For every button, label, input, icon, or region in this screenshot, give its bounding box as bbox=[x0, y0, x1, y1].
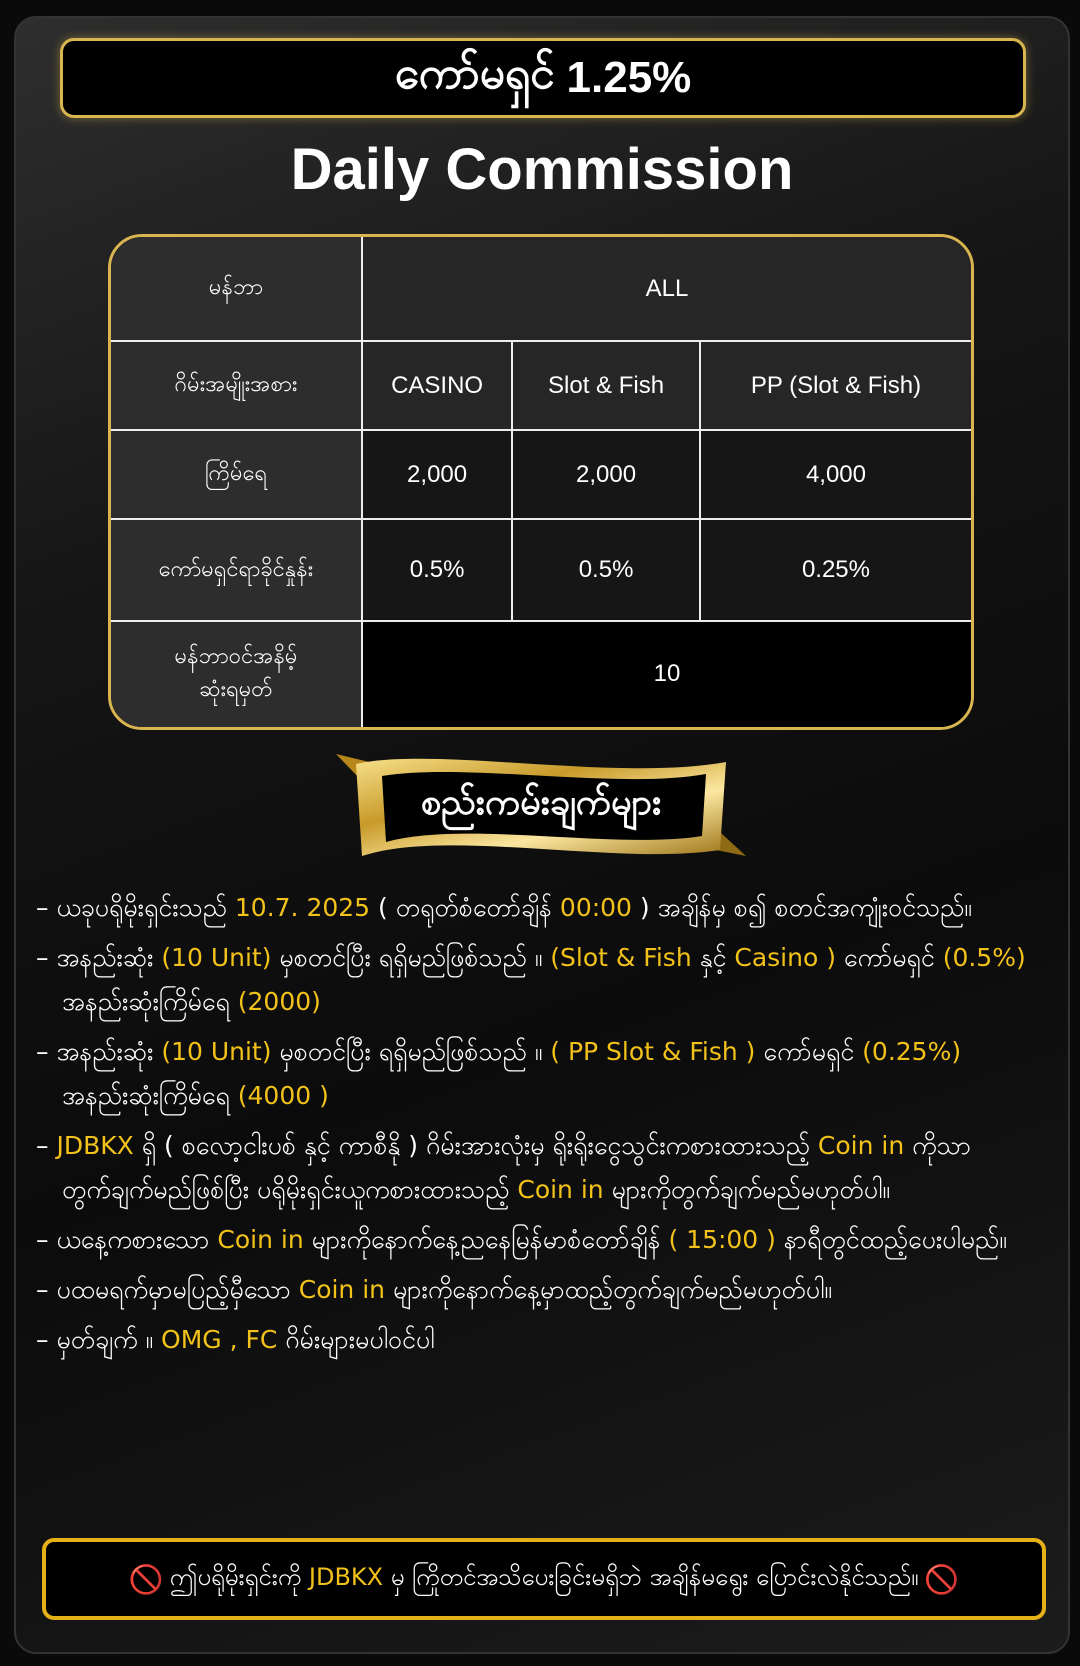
list-item: – ယခုပရိုမိုးရှင်းသည် 10.7. 2025 ( တရုတ်စံတော်ချိန် 00:00 ) အချိန်မှ စ၍ စတင်အကျုံးဝင်သည်။ bbox=[36, 893, 972, 922]
rate-label: ကော်မရှင်ရာခိုင်နှုန်း bbox=[111, 519, 362, 620]
commission-rate: 1.25% bbox=[566, 53, 692, 102]
rate-casino: 0.5% bbox=[362, 519, 512, 620]
member-label: မန်ဘာ bbox=[111, 237, 362, 341]
disclaimer-text: ဤပရိုမိုးရှင်းကို JDBKX မှ ကြိုတင်အသိပေးခြင်းမရှိဘဲ အချိန်မရွေး ပြောင်းလဲနိုင်သည်။ bbox=[169, 1563, 919, 1591]
list-item: – အနည်းဆုံး (10 Unit) မှစတင်ပြီး ရရှိမည်ဖြစ်သည် ။ ( PP Slot & Fish ) ကော်မရှင် (0.25%) အနည်းဆုံးကြိမ်ရေ (4000 ) bbox=[36, 1037, 962, 1110]
min-points-value: 10 bbox=[362, 621, 971, 727]
list-item: – JDBKX ရှိ ( စလော့ငါးပစ် နှင့် ကာစီနို ) ဂိမ်းအားလုံးမှ ရိုးရိုးငွေသွင်းကစားထားသည့် Coin in ကိုသာ တွက်ချက်မည်ဖြစ်ပြီး ပရိုမိုးရှင်းယူကစားထားသည့် Coin in များကိုတွက်ချက်မည်မဟုတ်ပါ။ bbox=[36, 1131, 972, 1204]
table-row-game-type bbox=[111, 341, 971, 430]
promo-card bbox=[14, 16, 1070, 1654]
list-item: – မှတ်ချက် ။ OMG , FC ဂိမ်းများမပါဝင်ပါ bbox=[36, 1325, 435, 1354]
prohibited-icon: 🚫 bbox=[128, 1562, 164, 1596]
turnover-label: ကြိမ်ရေ bbox=[111, 430, 362, 519]
turnover-casino: 2,000 bbox=[362, 430, 512, 519]
commission-table bbox=[108, 234, 974, 730]
rate-pp: 0.25% bbox=[700, 519, 971, 620]
game-type-casino: CASINO bbox=[362, 341, 512, 430]
list-item: – အနည်းဆုံး (10 Unit) မှစတင်ပြီး ရရှိမည်ဖြစ်သည် ။ (Slot & Fish နှင့် Casino ) ကော်မရှင် (0.5%) အနည်းဆုံးကြိမ်ရေ (2000) bbox=[36, 943, 1026, 1016]
turnover-slot-fish: 2,000 bbox=[512, 430, 700, 519]
rate-slot-fish: 0.5% bbox=[512, 519, 700, 620]
game-type-pp: PP (Slot & Fish) bbox=[700, 341, 971, 430]
ribbon-label: စည်းကမ်းချက်များ bbox=[420, 782, 662, 823]
min-points-label-line1: မန်ဘာဝင်အနိမ့် bbox=[174, 643, 298, 669]
table-row-turnover bbox=[111, 430, 971, 519]
table-row-rate bbox=[111, 519, 971, 620]
game-type-label: ဂိမ်းအမျိုးအစား bbox=[111, 341, 362, 430]
table-row-min-points bbox=[111, 621, 971, 727]
prohibited-icon: 🚫 bbox=[924, 1562, 960, 1596]
member-value: ALL bbox=[362, 237, 971, 341]
terms-ribbon bbox=[316, 746, 766, 870]
game-type-slot-fish: Slot & Fish bbox=[512, 341, 700, 430]
disclaimer-banner bbox=[42, 1538, 1046, 1620]
list-item: – ပထမရက်မှာမပြည့်မှီသော Coin in များကိုနောက်နေ့မှာထည့်တွက်ချက်မည်မဟုတ်ပါ။ bbox=[36, 1275, 832, 1304]
terms-list bbox=[28, 886, 1058, 1368]
commission-rate-banner bbox=[60, 38, 1026, 118]
turnover-pp: 4,000 bbox=[700, 430, 971, 519]
commission-label: ကော်မရှင် bbox=[394, 48, 555, 99]
page-title: Daily Commission bbox=[290, 137, 794, 202]
list-item: – ယနေ့ကစားသော Coin in များကိုနောက်နေ့ညနေမြန်မာစံတော်ချိန် ( 15:00 ) နာရီတွင်ထည့်ပေးပါမည်။ bbox=[36, 1225, 1007, 1254]
table-row-member bbox=[111, 237, 971, 341]
min-points-label bbox=[111, 621, 362, 727]
min-points-label-line2: ဆုံးရမှတ် bbox=[199, 676, 273, 702]
